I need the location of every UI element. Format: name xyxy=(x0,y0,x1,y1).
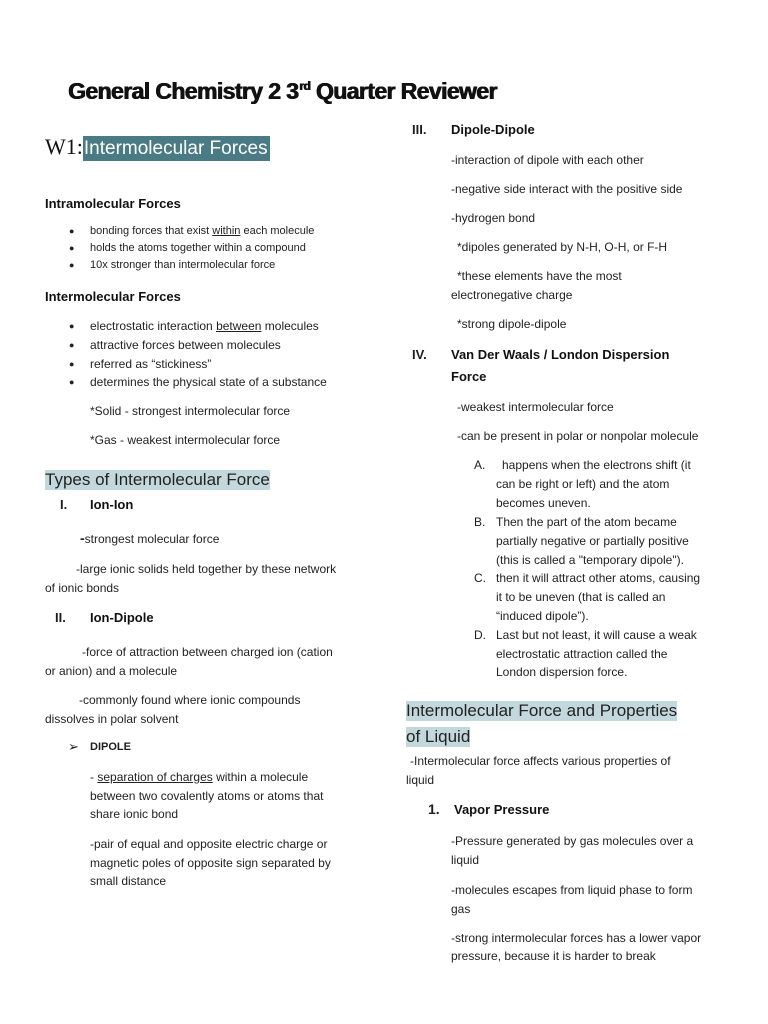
properties-intro-1: -Intermolecular force affects various properties of xyxy=(410,754,671,768)
dipole-line-1: - separation of charges within a molecule xyxy=(90,770,309,784)
vapor-pressure-title: Vapor Pressure xyxy=(454,802,550,817)
list-b-line-2: partially negative or partially positive xyxy=(496,534,689,548)
dipole-dipole-line-6: electronegative charge xyxy=(451,288,573,302)
ion-dipole-title: Ion-Dipole xyxy=(90,610,154,625)
ion-ion-line-3: of ionic bonds xyxy=(45,581,120,595)
list-a-line-3: becomes uneven. xyxy=(496,496,591,510)
dipole-line-6: small distance xyxy=(90,874,167,888)
dipole-line-2: between two covalently atoms or atoms that xyxy=(90,789,324,803)
w1-highlight: Intermolecular Forces xyxy=(83,138,268,159)
dipole-dipole-line-1: -interaction of dipole with each other xyxy=(451,153,644,167)
van-der-waals-line-2: -can be present in polar or nonpolar molecule xyxy=(457,429,699,443)
intra-bullet-2: ● holds the atoms together within a compound xyxy=(90,240,306,257)
vapor-pressure-line-5: -strong intermolecular forces has a lower vapor xyxy=(451,931,702,945)
list-d-line-3: London dispersion force. xyxy=(496,665,628,679)
ion-dipole-line-1: -force of attraction between charged ion (cation xyxy=(82,645,333,659)
van-der-waals-line-1: -weakest intermolecular force xyxy=(457,400,614,414)
dipole-line-5: magnetic poles of opposite sign separated by xyxy=(90,856,331,870)
dipole-dipole-line-7: *strong dipole-dipole xyxy=(457,317,567,331)
dipole-dipole-line-3: -hydrogen bond xyxy=(451,211,536,225)
ion-ion-line-1: -strongest molecular force xyxy=(80,530,220,546)
van-der-waals-title-1: Van Der Waals / London Dispersion xyxy=(451,347,670,362)
inter-bullet-2: ● attractive forces between molecules xyxy=(90,336,281,355)
dipole-arrow-icon: ➢ xyxy=(68,739,79,754)
intra-bullet-3: ● 10x stronger than intermolecular force xyxy=(90,257,275,274)
list-marker-d: D. xyxy=(474,628,486,642)
properties-heading-1: Intermolecular Force and Properties xyxy=(406,701,678,720)
van-der-waals-number: IV. xyxy=(412,347,427,362)
dipole-dipole-line-5: *these elements have the most xyxy=(457,269,622,283)
inter-bullet-4: ● determines the physical state of a substance xyxy=(90,373,327,392)
ion-ion-number: I. xyxy=(60,497,68,512)
inter-bullet-3: ● referred as “stickiness” xyxy=(90,355,211,374)
ion-ion-line-2: -large ionic solids held together by these network xyxy=(76,562,337,576)
list-d-line-2: electrostatic attraction called the xyxy=(496,647,668,661)
list-marker-a: A. xyxy=(474,458,486,472)
dipole-title: DIPOLE xyxy=(90,741,131,753)
properties-heading-2: of Liquid xyxy=(406,727,471,746)
list-c-line-2: it to be uneven (that is called an xyxy=(496,590,666,604)
list-b-line-1: Then the part of the atom became xyxy=(496,515,677,529)
list-a-line-2: can be right or left) and the atom xyxy=(496,477,670,491)
vapor-pressure-number: 1. xyxy=(428,801,440,817)
ion-dipole-line-3: -commonly found where ionic compounds xyxy=(79,693,301,707)
ion-ion-title: Ion-Ion xyxy=(90,497,134,512)
intramolecular-heading: Intramolecular Forces xyxy=(45,196,181,211)
list-b-line-3: (this is called a "temporary dipole"). xyxy=(496,553,684,567)
list-d-line-1: Last but not least, it will cause a weak xyxy=(496,628,697,642)
list-c-line-3: “induced dipole”). xyxy=(496,609,589,623)
dipole-dipole-line-4: *dipoles generated by N-H, O-H, or F-H xyxy=(457,240,668,254)
ion-dipole-line-2: or anion) and a molecule xyxy=(45,664,178,678)
list-marker-b: B. xyxy=(474,515,486,529)
vapor-pressure-line-3: -molecules escapes from liquid phase to form xyxy=(451,883,693,897)
gas-note: *Gas - weakest intermolecular force xyxy=(90,433,281,447)
van-der-waals-title-2: Force xyxy=(451,369,487,384)
list-a-line-1: happens when the electrons shift (it xyxy=(502,458,691,472)
vapor-pressure-line-1: -Pressure generated by gas molecules over a xyxy=(451,834,694,848)
solid-note: *Solid - strongest intermolecular force xyxy=(90,404,291,418)
types-heading: Types of Intermolecular Force xyxy=(45,470,270,489)
list-c-line-1: then it will attract other atoms, causing xyxy=(496,571,701,585)
vapor-pressure-line-6: pressure, because it is harder to break xyxy=(451,949,656,963)
dipole-line-3: share ionic bond xyxy=(90,807,179,821)
list-marker-c: C. xyxy=(474,571,486,585)
dipole-dipole-title: Dipole-Dipole xyxy=(451,122,535,137)
vapor-pressure-line-4: gas xyxy=(451,902,471,916)
ion-dipole-line-4: dissolves in polar solvent xyxy=(45,712,179,726)
dipole-line-4: -pair of equal and opposite electric charge or xyxy=(90,837,328,851)
intra-bullet-1: ● bonding forces that exist within each molecule xyxy=(90,223,314,240)
vapor-pressure-line-2: liquid xyxy=(451,853,480,867)
section-heading-w1: W1:Intermolecular Forces xyxy=(45,134,268,159)
dipole-dipole-line-2: -negative side interact with the positive side xyxy=(451,182,683,196)
ion-dipole-number: II. xyxy=(55,610,66,625)
properties-intro-2: liquid xyxy=(406,773,435,787)
inter-bullet-1: ● electrostatic interaction between molecules xyxy=(90,317,319,336)
intermolecular-heading: Intermolecular Forces xyxy=(45,289,181,304)
document-title: General Chemistry 2 3rd Quarter Reviewer xyxy=(68,78,497,104)
dipole-dipole-number: III. xyxy=(412,122,427,137)
